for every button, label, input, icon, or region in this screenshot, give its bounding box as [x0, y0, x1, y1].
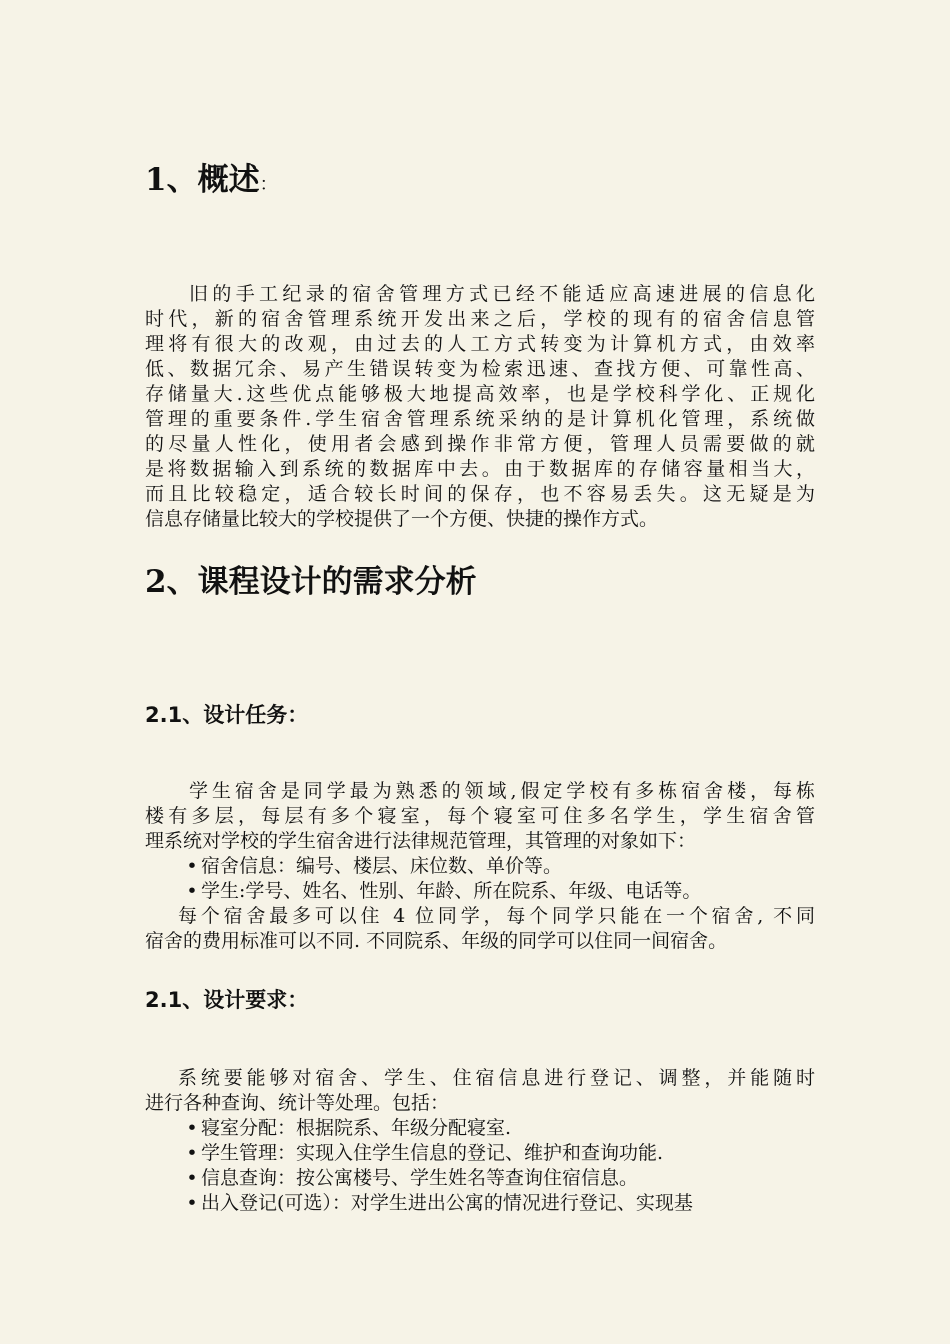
heading-colon: ：	[259, 174, 278, 195]
paragraph-line: 每个宿舍最多可以住 4 位同学，每个同学只能在一个宿舍, 不同	[178, 905, 815, 927]
paragraph-line: 存储量大.这些优点能够极大地提高效率，也是学校科学化、正规化	[145, 383, 815, 405]
bullet-glyph: •	[186, 855, 198, 877]
paragraph-line: 宿舍的费用标准可以不同. 不同院系、年级的同学可以住同一间宿舍。	[145, 930, 728, 952]
paragraph-line: 是将数据输入到系统的数据库中去。由于数据库的存储容量相当大，	[145, 458, 815, 480]
bullet-glyph: •	[186, 880, 198, 902]
paragraph-line: 的尽量人性化，使用者会感到操作非常方便，管理人员需要做的就	[145, 433, 815, 455]
bullet-glyph: •	[186, 1192, 198, 1214]
paragraph-line: 管理的重要条件.学生宿舍管理系统采纳的是计算机化管理，系统做	[145, 408, 815, 430]
paragraph-line: 低、数据冗余、易产生错误转变为检索迅速、查找方便、可靠性高、	[145, 358, 815, 380]
paragraph-line: 楼有多层，每层有多个寝室，每个寝室可住多名学生，学生宿舍管	[145, 805, 815, 827]
design-requirements-paragraph	[145, 1066, 815, 1216]
paragraph-line: 信息存储量比较大的学校提供了一个方便、快捷的操作方式。	[145, 508, 659, 530]
paragraph-line: 旧的手工纪录的宿舍管理方式已经不能适应高速进展的信息化	[189, 283, 815, 305]
paragraph-line: 时代，新的宿舍管理系统开发出来之后，学校的现有的宿舍信息管	[145, 308, 815, 330]
list-item	[145, 1116, 815, 1141]
paragraph-line: 而且比较稳定，适合较长时间的保存，也不容易丢失。这无疑是为	[145, 483, 815, 505]
subsection-heading-design-requirements: 2.1、设计要求：	[145, 988, 309, 1012]
list-item-text: 寝室分配：根据院系、年级分配寝室.	[201, 1117, 512, 1139]
list-item	[145, 1141, 815, 1166]
bullet-glyph: •	[186, 1167, 198, 1189]
paragraph-line: 理将有很大的改观，由过去的人工方式转变为计算机方式，由效率	[145, 333, 815, 355]
paragraph-line: 进行各种查询、统计等处理。包括：	[145, 1092, 450, 1114]
list-item-text: 出入登记(可选）：对学生进出公寓的情况进行登记、实现基	[201, 1192, 693, 1214]
section-heading-overview	[145, 160, 278, 205]
subsection-heading-design-task: 2.1、设计任务：	[145, 703, 309, 727]
heading-text: 1、概述	[145, 162, 260, 198]
list-item	[145, 1191, 815, 1216]
overview-paragraph	[145, 282, 815, 532]
list-item	[145, 854, 815, 879]
section-heading-requirements: 2、课程设计的需求分析	[145, 564, 477, 600]
bullet-glyph: •	[186, 1142, 198, 1164]
bullet-glyph: •	[186, 1117, 198, 1139]
list-item-text: 宿舍信息：编号、楼层、床位数、单价等。	[201, 855, 563, 877]
list-item	[145, 1166, 815, 1191]
list-item-text: 信息查询：按公寓楼号、学生姓名等查询住宿信息。	[201, 1167, 639, 1189]
design-task-paragraph	[145, 779, 815, 954]
list-item-text: 学生:学号、姓名、性别、年龄、所在院系、年级、电话等。	[201, 880, 702, 902]
list-item	[145, 879, 815, 904]
paragraph-line: 理系统对学校的学生宿舍进行法律规范管理，其管理的对象如下：	[145, 830, 697, 852]
paragraph-line: 系统要能够对宿舍、学生、住宿信息进行登记、调整，并能随时	[178, 1067, 815, 1089]
list-item-text: 学生管理：实现入住学生信息的登记、维护和查询功能.	[201, 1142, 664, 1164]
paragraph-line: 学生宿舍是同学最为熟悉的领域,假定学校有多栋宿舍楼，每栋	[189, 780, 815, 802]
